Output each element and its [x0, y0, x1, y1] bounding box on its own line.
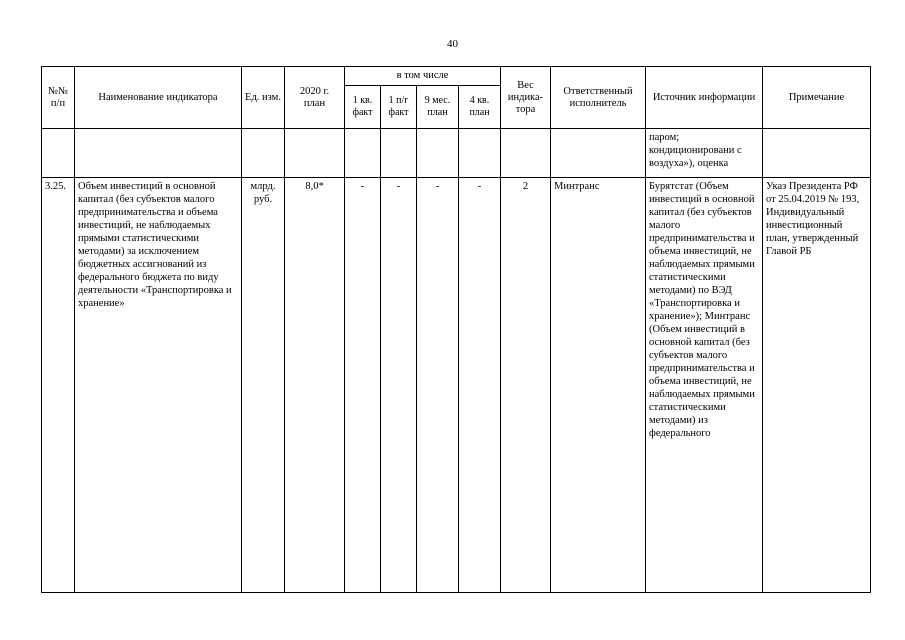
cell-num: 3.25. — [42, 178, 75, 593]
cell-unit: млрд. руб. — [242, 178, 285, 593]
cell-q1-fact: - — [345, 178, 381, 593]
cell-empty — [459, 129, 501, 178]
header-including: в том числе — [345, 67, 501, 86]
indicators-table — [41, 66, 871, 593]
page-number: 40 — [447, 38, 458, 50]
header-q1-fact: 1 кв. факт — [345, 86, 381, 129]
cell-empty — [345, 129, 381, 178]
cell-empty — [42, 129, 75, 178]
cell-note: Указ Президента РФ от 25.04.2019 № 193, Индивидуальный инвестиционный план, утвержденный Главой РБ — [763, 178, 871, 593]
cell-q4-plan: - — [459, 178, 501, 593]
cell-empty — [501, 129, 551, 178]
cell-empty — [381, 129, 417, 178]
cell-empty — [75, 129, 242, 178]
header-note: Примечание — [763, 67, 871, 129]
table-row — [42, 178, 871, 593]
header-q4-plan: 4 кв. план — [459, 86, 501, 129]
header-name: Наименование индикатора — [75, 67, 242, 129]
cell-empty — [551, 129, 646, 178]
cell-source-continuation: паром; кондиционировани с воздуха»), оценка — [646, 129, 763, 178]
cell-indicator-name: Объем инвестиций в основной капитал (без субъектов малого предпринимательства и объема инвестиций, не наблюдаемых прямыми статистическими методами) за исключением бюджетных ассигнований из федерального бюджета по виду деятельности «Транспортировка и хранение» — [75, 178, 242, 593]
header-responsible: Ответственный исполнитель — [551, 67, 646, 129]
cell-9m-plan: - — [417, 178, 459, 593]
cell-h1-fact: - — [381, 178, 417, 593]
header-h1-fact: 1 п/г факт — [381, 86, 417, 129]
cell-empty — [242, 129, 285, 178]
header-9m-plan: 9 мес. план — [417, 86, 459, 129]
cell-source: Бурятстат (Объем инвестиций в основной капитал (без субъектов малого предпринимательства и объема инвестиций, не наблюдаемых прямыми статистическими методами) по ВЭД «Транспортировка и хранение»); Минтранс (Объем инвестиций в основной капитал (без субъектов малого предпринимательства и объема инвестиций, не наблюдаемых прямыми статистическими методами) из федерального — [646, 178, 763, 593]
header-unit: Ед. изм. — [242, 67, 285, 129]
header-row-1 — [42, 67, 871, 86]
cell-empty — [417, 129, 459, 178]
cell-empty — [763, 129, 871, 178]
header-weight: Вес индика-тора — [501, 67, 551, 129]
header-num: №№ п/п — [42, 67, 75, 129]
cell-empty — [285, 129, 345, 178]
cell-responsible: Минтранс — [551, 178, 646, 593]
header-source: Источник информации — [646, 67, 763, 129]
cell-weight: 2 — [501, 178, 551, 593]
cell-plan-2020: 8,0* — [285, 178, 345, 593]
header-plan-2020: 2020 г. план — [285, 67, 345, 129]
table-row-continuation — [42, 129, 871, 178]
